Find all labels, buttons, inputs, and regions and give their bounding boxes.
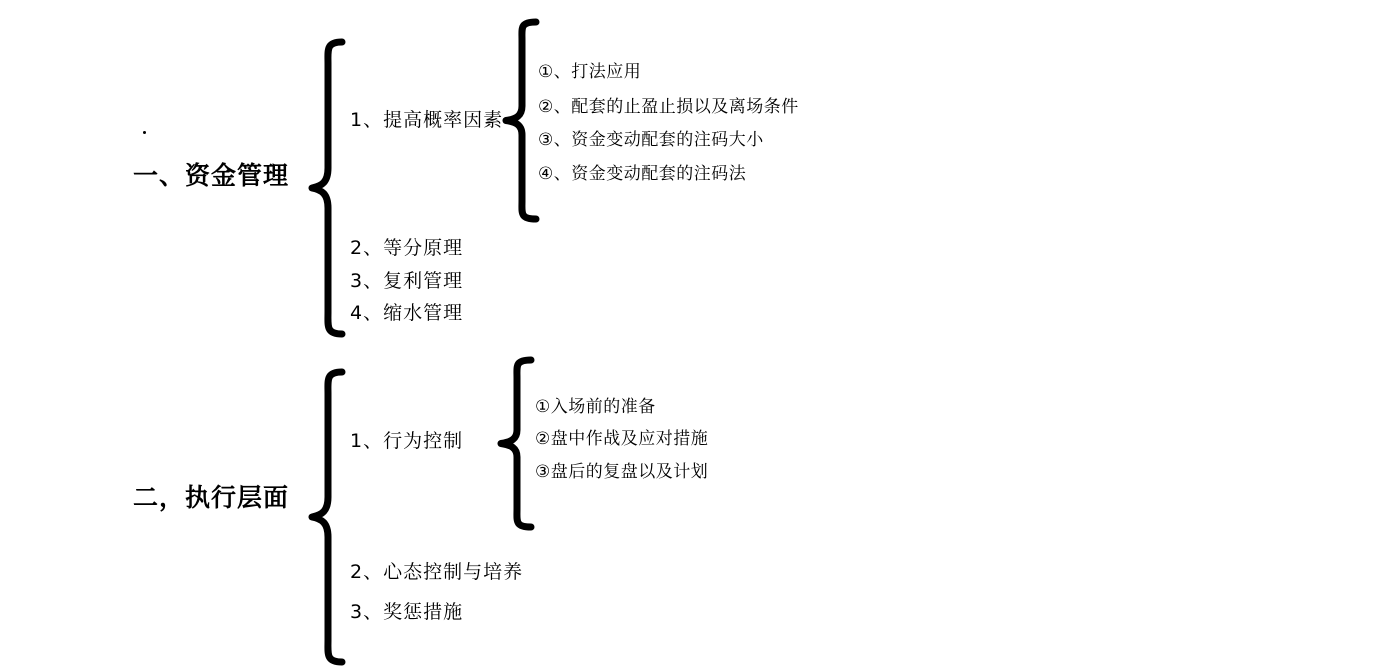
section-b-leaf-3: ③盘后的复盘以及计划 — [535, 462, 709, 482]
section-b-leaf-1: ①入场前的准备 — [535, 397, 656, 417]
section-a-leaf-2: ②、配套的止盈止损以及离场条件 — [538, 97, 799, 117]
brace-section-a — [306, 38, 348, 338]
section-a-child-1: 1、提高概率因素 — [350, 109, 504, 131]
section-b-child-1: 1、行为控制 — [350, 430, 464, 452]
section-b-child-2: 2、心态控制与培养 — [350, 561, 524, 583]
section-a-child-3: 3、复利管理 — [350, 270, 464, 292]
section-b-title: 二，执行层面 — [133, 483, 290, 512]
section-b-child-3: 3、奖惩措施 — [350, 601, 464, 623]
section-a-leaf-3: ③、资金变动配套的注码大小 — [538, 130, 764, 150]
brace-section-b-sub — [495, 356, 537, 531]
dot-mark — [143, 131, 146, 134]
brace-section-a-sub — [500, 18, 542, 223]
section-b-leaf-2: ②盘中作战及应对措施 — [535, 429, 709, 449]
section-a-leaf-4: ④、资金变动配套的注码法 — [538, 164, 747, 184]
section-a-leaf-1: ①、打法应用 — [538, 62, 642, 82]
section-a-child-4: 4、缩水管理 — [350, 302, 464, 324]
brace-section-b — [306, 368, 348, 666]
section-a-title: 一、资金管理 — [133, 161, 290, 190]
section-a-child-2: 2、等分原理 — [350, 237, 464, 259]
